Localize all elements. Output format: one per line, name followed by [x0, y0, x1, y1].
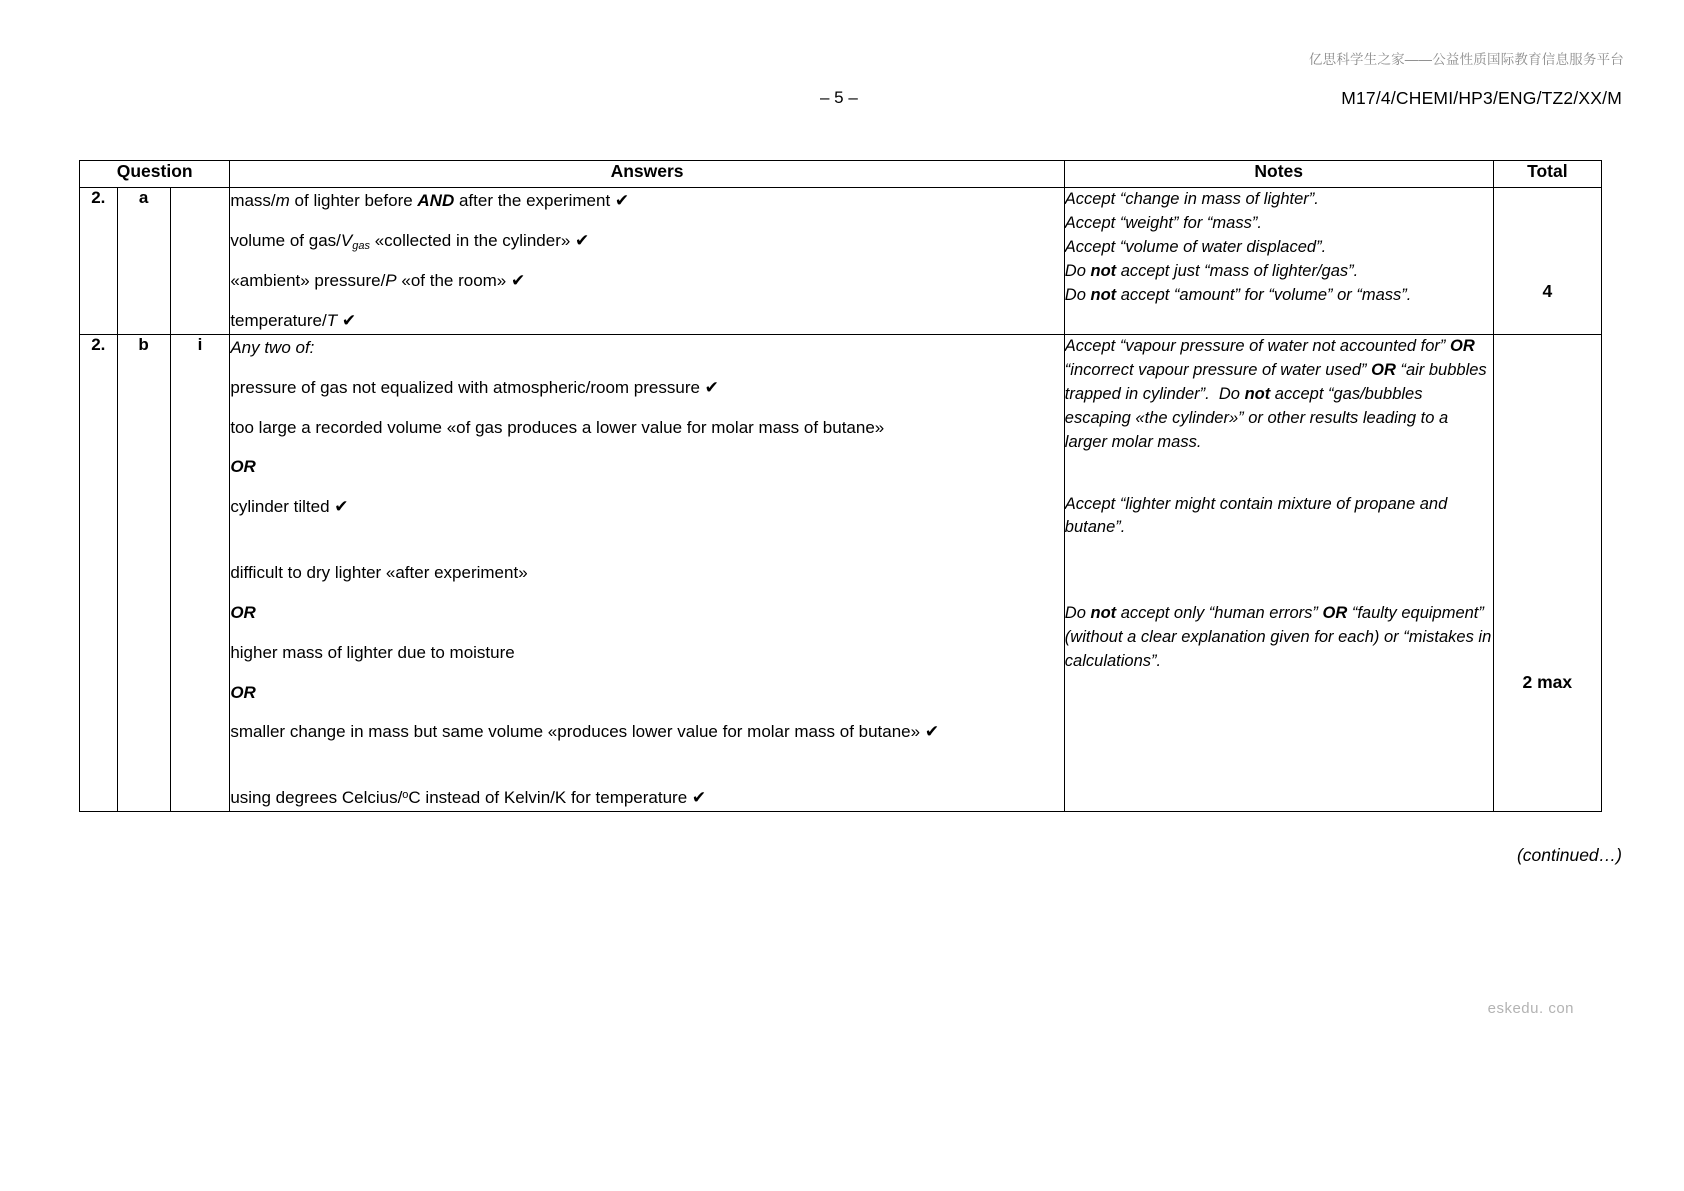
spacer	[1065, 540, 1493, 602]
note-line: Accept “volume of water displaced”.	[1064, 237, 1327, 256]
answer-line: temperature/T ✔	[230, 311, 357, 331]
answer-line: difficult to dry lighter «after experiment»	[230, 563, 528, 583]
answer-line: using degrees Celcius/$^o$C instead of Kelvin/K for temperature ✔	[230, 788, 707, 808]
question-roman: i	[170, 334, 230, 811]
answers-cell	[230, 334, 1064, 811]
notes-cell	[1064, 188, 1493, 335]
continued-label: (continued…)	[1516, 845, 1622, 865]
note-line: Do not accept “amount” for “volume” or “mass”.	[1064, 285, 1412, 304]
question-letter: a	[117, 188, 170, 335]
note-line: Accept “vapour pressure of water not accounted for” OR “incorrect vapour pressure of water used” OR “air bubbles trapped in cylinder”. Do not accept “gas/bubbles escaping «the cylinder»” or other results leading to a larger molar mass.	[1064, 336, 1487, 451]
notes-cell	[1064, 334, 1493, 811]
paper-code: M17/4/CHEMI/HP3/ENG/TZ2/XX/M	[1341, 88, 1622, 108]
answer-line: volume of gas/$V_{gas}$ «collected in the cylinder» ✔	[230, 230, 590, 252]
answer-line: OR	[230, 682, 256, 702]
total-value: 2 max	[1522, 671, 1573, 692]
markscheme-table	[79, 160, 1602, 812]
table-row	[80, 334, 1602, 811]
answer-line: too large a recorded volume «of gas produces a lower value for molar mass of butane»	[230, 417, 885, 437]
answer-line: smaller change in mass but same volume «produces lower value for molar mass of butane» ✔	[230, 722, 940, 742]
note-line: Accept “weight” for “mass”.	[1064, 213, 1262, 232]
column-header-notes: Notes	[1064, 161, 1493, 188]
spacer	[1065, 455, 1493, 493]
column-header-answers: Answers	[230, 161, 1064, 188]
answer-line: «ambient» pressure/P «of the room» ✔	[230, 271, 526, 291]
answers-cell	[230, 188, 1064, 335]
spacer	[230, 534, 1063, 560]
note-line: Accept “change in mass of lighter”.	[1064, 190, 1319, 208]
note-line: Do not accept just “mass of lighter/gas”.	[1064, 261, 1359, 280]
answer-line: mass/m of lighter before AND after the experiment ✔	[230, 191, 630, 210]
total-value: 4	[1542, 281, 1553, 302]
answer-line: higher mass of lighter due to moisture	[230, 642, 515, 662]
page-number: – 5 –	[820, 88, 858, 107]
bottom-watermark: eskedu. con	[1487, 1000, 1574, 1017]
answer-line: Any two of:	[230, 337, 315, 357]
answer-line: cylinder tilted ✔	[230, 497, 349, 517]
note-line: Do not accept only “human errors” OR “faulty equipment” (without a clear explanation given for each) or “mistakes in calculations”.	[1064, 604, 1492, 671]
answer-line: OR	[230, 602, 256, 622]
column-header-total: Total	[1493, 161, 1601, 188]
answer-line: OR	[230, 457, 256, 477]
question-number: 2.	[80, 188, 118, 335]
note-line: Accept “lighter might contain mixture of propane and butane”.	[1064, 494, 1448, 537]
question-number: 2.	[80, 334, 118, 811]
top-watermark: 亿思科学生之家——公益性质国际教育信息服务平台	[1308, 52, 1624, 67]
question-letter: b	[117, 334, 170, 811]
spacer	[230, 759, 1063, 785]
answer-line: pressure of gas not equalized with atmospheric/room pressure ✔	[230, 377, 719, 397]
table-row	[80, 188, 1602, 335]
question-roman	[170, 188, 230, 335]
column-header-question: Question	[80, 161, 230, 188]
total-cell	[1493, 334, 1601, 811]
total-cell	[1493, 188, 1601, 335]
table-header-row	[80, 161, 1602, 188]
